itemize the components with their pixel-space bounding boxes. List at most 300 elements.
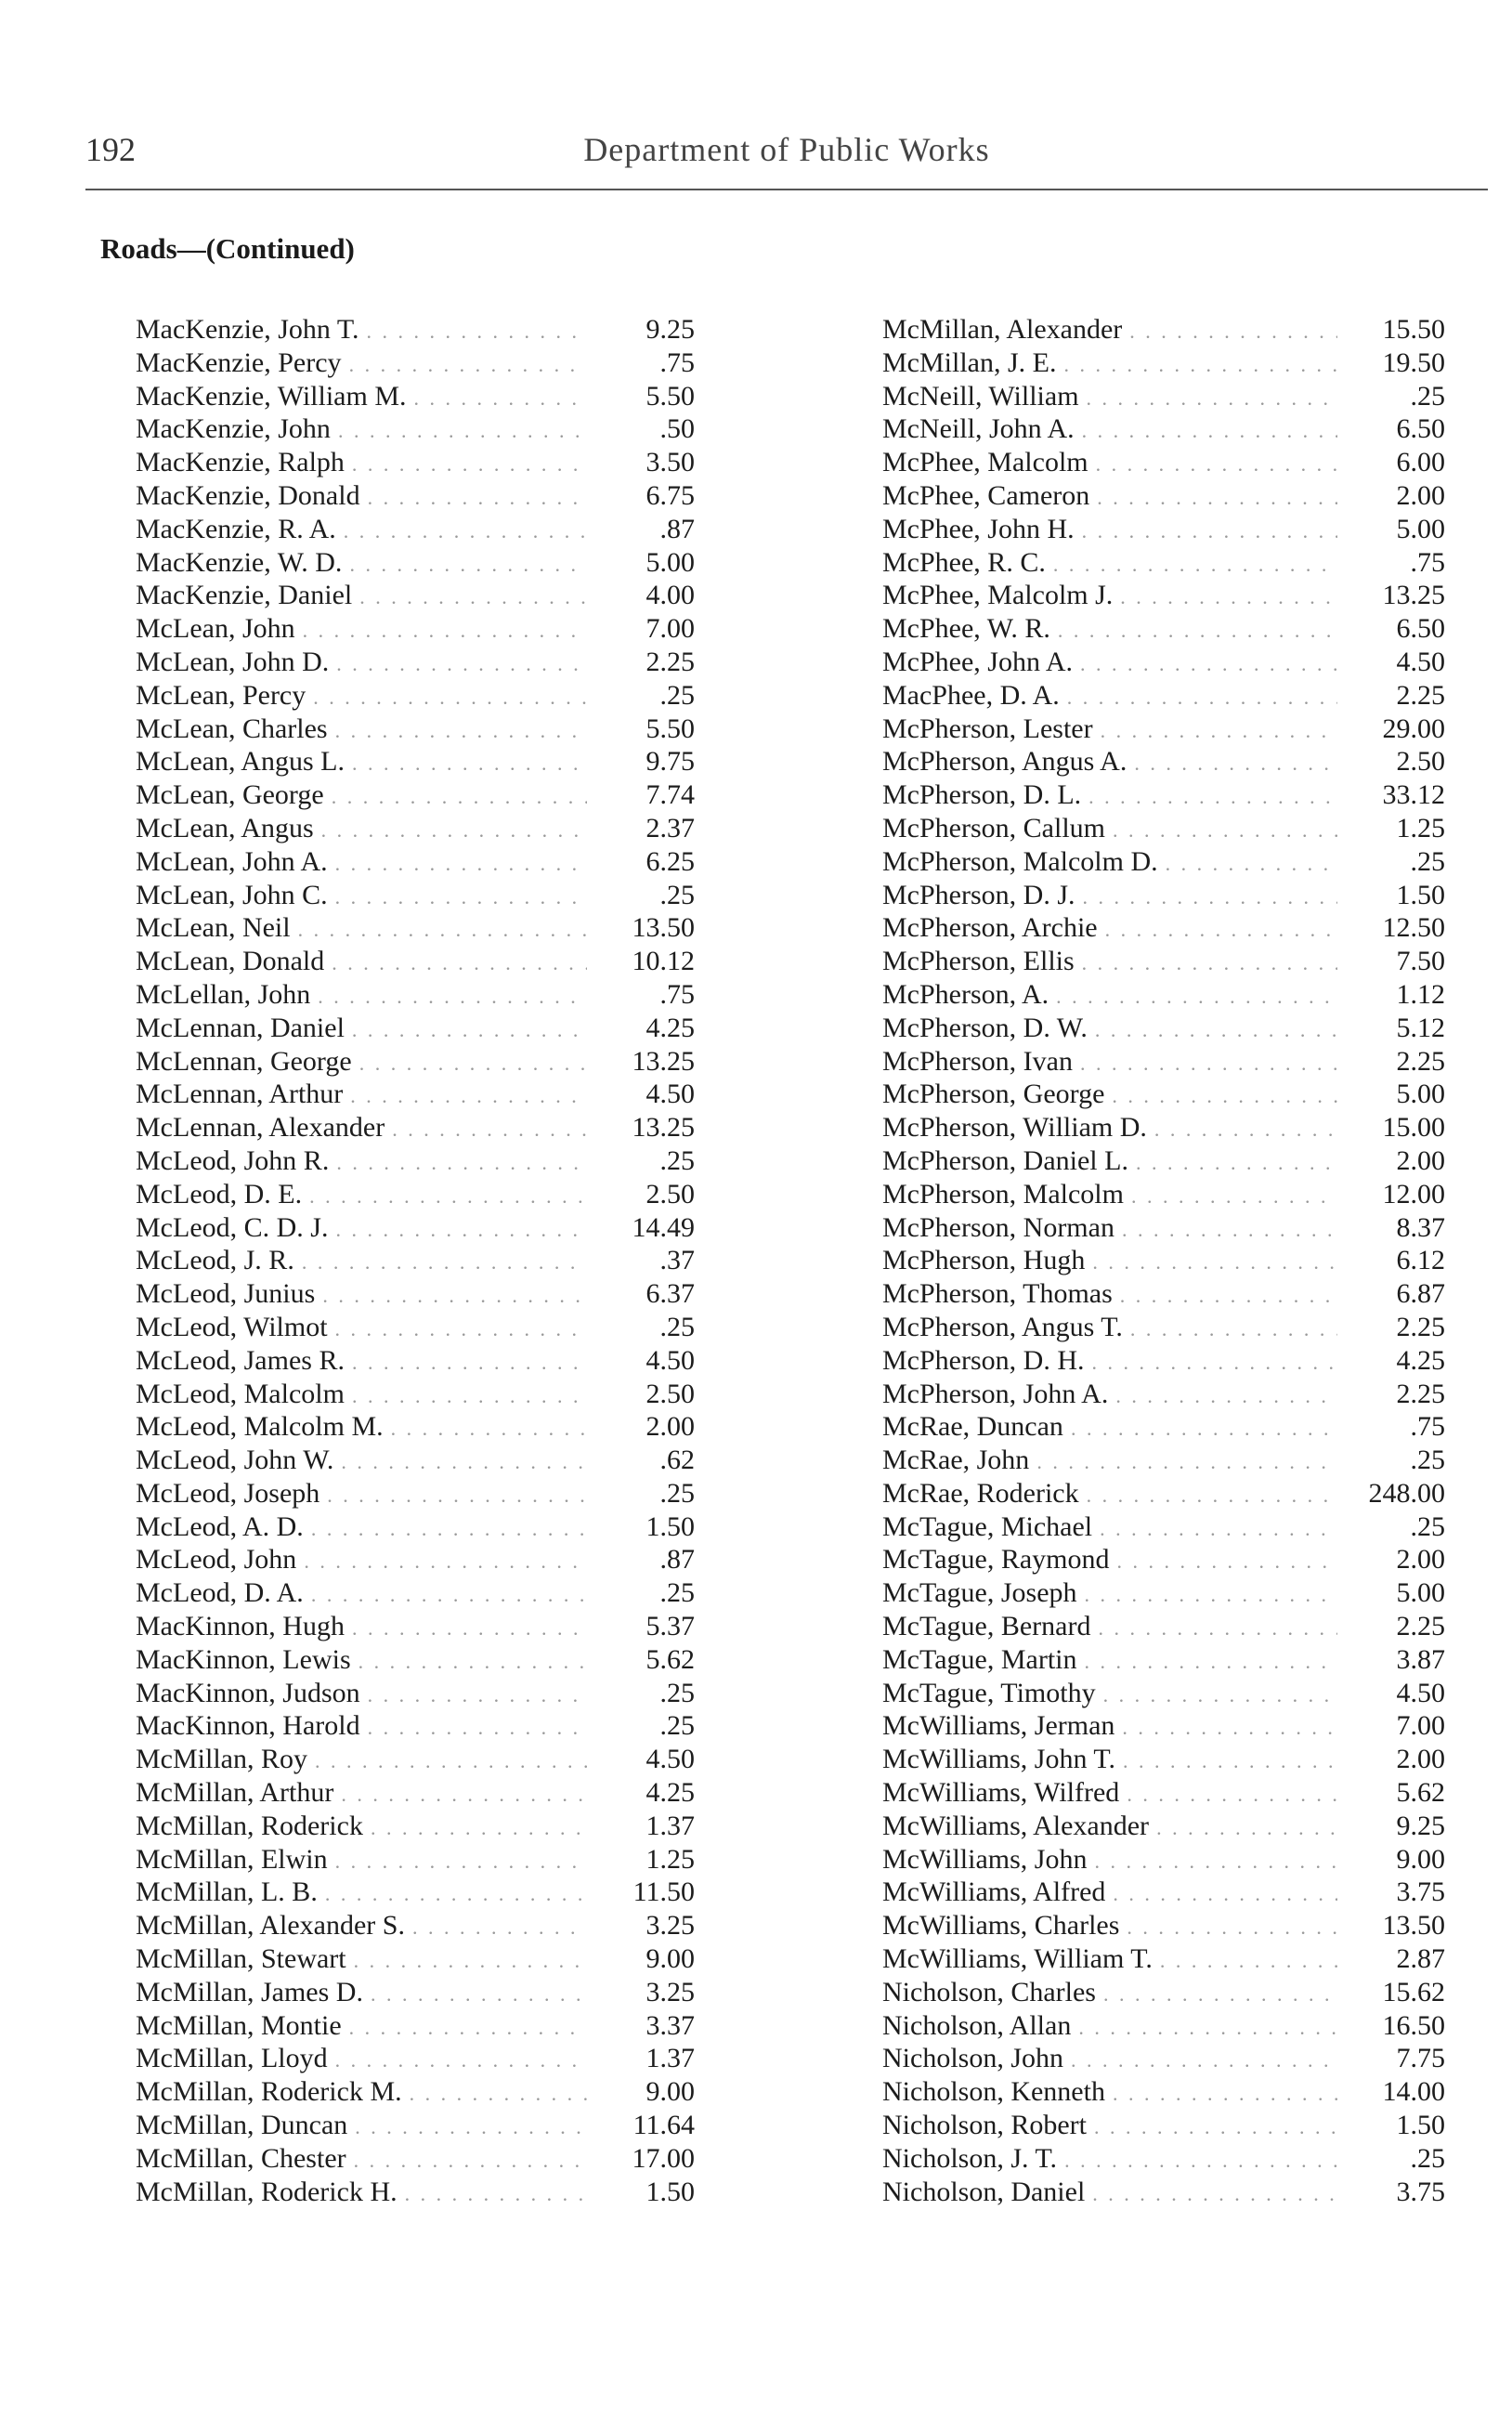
payee-name: McPhee, John A. bbox=[882, 646, 1073, 677]
leader-dots bbox=[359, 581, 587, 614]
list-item bbox=[882, 546, 1445, 580]
leader-dots bbox=[1113, 1877, 1337, 1911]
leader-dots bbox=[355, 2111, 587, 2144]
list-item bbox=[882, 1045, 1445, 1079]
leader-dots bbox=[1134, 747, 1337, 780]
payment-amount: 9.25 bbox=[645, 314, 695, 345]
payment-amount: 11.50 bbox=[632, 1876, 695, 1908]
payment-amount: .25 bbox=[659, 879, 695, 910]
leader-dots bbox=[1097, 481, 1337, 515]
payment-amount: 5.00 bbox=[1396, 513, 1445, 544]
payee-name: McWilliams, Wilfred bbox=[882, 1777, 1120, 1809]
payment-amount: 11.64 bbox=[632, 2110, 695, 2141]
page-number: 192 bbox=[85, 131, 136, 168]
leader-dots bbox=[1064, 2144, 1337, 2177]
payment-amount: .75 bbox=[659, 978, 695, 1010]
payee-name: McMillan, Chester bbox=[136, 2142, 346, 2174]
list-item bbox=[882, 1610, 1445, 1643]
payee-name: MacKenzie, Ralph bbox=[136, 447, 345, 478]
leader-dots bbox=[322, 1279, 587, 1313]
payee-name: McPherson, Archie bbox=[882, 912, 1098, 944]
payee-name: McTague, Timothy bbox=[882, 1677, 1096, 1708]
leader-dots bbox=[1056, 980, 1337, 1013]
payee-name: MacKinnon, Lewis bbox=[136, 1643, 351, 1675]
payment-amount: 8.37 bbox=[1396, 1211, 1445, 1243]
payment-amount: 19.50 bbox=[1382, 347, 1445, 378]
list-item bbox=[882, 2142, 1445, 2176]
leader-dots bbox=[336, 647, 587, 681]
payment-amount: 1.37 bbox=[645, 2043, 695, 2074]
leader-dots bbox=[1127, 1778, 1337, 1811]
list-item bbox=[136, 1677, 695, 1710]
leader-dots bbox=[1082, 947, 1337, 980]
payee-name: McLean, Angus bbox=[136, 812, 314, 843]
payee-name: MacPhee, D. A. bbox=[882, 679, 1060, 711]
leader-dots bbox=[1115, 1379, 1337, 1413]
payee-name: McMillan, J. E. bbox=[882, 347, 1057, 378]
section-title: Roads—(Continued) bbox=[100, 232, 355, 265]
payee-name: MacKinnon, Harold bbox=[136, 1710, 360, 1742]
list-item bbox=[882, 1876, 1445, 1909]
payment-amount: 17.00 bbox=[632, 2142, 695, 2174]
payee-name: McWilliams, Charles bbox=[882, 1910, 1120, 1942]
list-item bbox=[136, 1709, 695, 1743]
payment-amount: 16.50 bbox=[1382, 2009, 1445, 2041]
leader-dots bbox=[1088, 780, 1337, 814]
payee-name: MacKenzie, R. A. bbox=[136, 513, 336, 544]
leader-dots bbox=[1071, 2044, 1337, 2077]
payee-name: McLennan, Daniel bbox=[136, 1012, 345, 1043]
payment-amount: 2.25 bbox=[1396, 1045, 1445, 1077]
list-item bbox=[136, 479, 695, 513]
payment-amount: .75 bbox=[1410, 546, 1445, 578]
leader-dots bbox=[366, 315, 587, 348]
payment-amount: 1.50 bbox=[1396, 2110, 1445, 2141]
list-item bbox=[882, 911, 1445, 945]
leader-dots bbox=[341, 1445, 587, 1479]
payee-name: McPherson, Malcolm D. bbox=[882, 845, 1158, 877]
payment-amount: 4.50 bbox=[1396, 646, 1445, 677]
list-item bbox=[136, 778, 695, 812]
payment-amount: 4.50 bbox=[645, 1344, 695, 1376]
leader-dots bbox=[1092, 1246, 1337, 1279]
list-item bbox=[882, 2176, 1445, 2209]
payment-amount: .25 bbox=[659, 1311, 695, 1342]
payee-name: McLennan, Arthur bbox=[136, 1079, 344, 1110]
payment-amount: 5.00 bbox=[1396, 1079, 1445, 1110]
payee-name: McNeill, John A. bbox=[882, 413, 1075, 445]
payment-amount: 2.25 bbox=[1396, 1311, 1445, 1342]
list-item bbox=[882, 1178, 1445, 1211]
payee-name: McLeod, J. R. bbox=[136, 1245, 294, 1276]
list-item bbox=[136, 2109, 695, 2142]
payee-name: MacKinnon, Hugh bbox=[136, 1611, 345, 1642]
leader-dots bbox=[1101, 714, 1337, 748]
payment-amount: 14.49 bbox=[632, 1211, 695, 1243]
list-item bbox=[882, 1111, 1445, 1144]
payee-name: McPherson, Daniel L. bbox=[882, 1144, 1128, 1176]
leader-dots bbox=[311, 1512, 587, 1546]
payment-amount: 7.00 bbox=[1396, 1710, 1445, 1742]
leader-dots bbox=[302, 1246, 587, 1279]
payee-name: MacKenzie, John bbox=[136, 413, 331, 445]
list-item bbox=[136, 1876, 695, 1909]
payment-amount: 10.12 bbox=[632, 946, 695, 977]
leader-dots bbox=[354, 1944, 587, 1978]
leader-dots bbox=[1154, 1113, 1337, 1146]
leader-dots bbox=[352, 1379, 587, 1413]
list-item bbox=[882, 879, 1445, 912]
payment-amount: 3.25 bbox=[645, 1976, 695, 2007]
payee-name: McTague, Bernard bbox=[882, 1611, 1091, 1642]
list-item bbox=[136, 1543, 695, 1576]
list-item bbox=[882, 313, 1445, 347]
list-item bbox=[882, 1510, 1445, 1544]
payment-amount: 7.75 bbox=[1396, 2043, 1445, 2074]
payee-name: Nicholson, Daniel bbox=[882, 2176, 1086, 2207]
list-item bbox=[882, 713, 1445, 746]
leader-dots bbox=[318, 980, 587, 1013]
leader-dots bbox=[1096, 448, 1337, 481]
list-item bbox=[882, 1677, 1445, 1710]
leader-dots bbox=[335, 714, 587, 748]
list-item bbox=[136, 1576, 695, 1610]
payee-name: McLean, Neil bbox=[136, 912, 291, 944]
leader-dots bbox=[1098, 1612, 1337, 1645]
payment-amount: .25 bbox=[1410, 1445, 1445, 1476]
payee-name: McTague, Joseph bbox=[882, 1577, 1077, 1609]
leader-dots bbox=[1094, 1845, 1337, 1878]
payee-name: McLeod, John bbox=[136, 1544, 297, 1576]
payment-amount: 3.50 bbox=[645, 447, 695, 478]
payment-amount: .25 bbox=[659, 1677, 695, 1708]
leader-dots bbox=[1067, 681, 1337, 714]
payment-amount: .75 bbox=[659, 347, 695, 378]
leader-dots bbox=[311, 1578, 587, 1612]
list-item bbox=[882, 380, 1445, 413]
leader-dots bbox=[1083, 881, 1338, 914]
list-item bbox=[136, 1111, 695, 1144]
list-item bbox=[136, 1144, 695, 1178]
payment-amount: 5.62 bbox=[1396, 1777, 1445, 1809]
list-item bbox=[136, 745, 695, 778]
list-item bbox=[136, 646, 695, 679]
leader-dots bbox=[352, 747, 587, 780]
list-item bbox=[136, 1378, 695, 1411]
list-item bbox=[882, 1144, 1445, 1178]
payment-amount: 1.12 bbox=[1396, 978, 1445, 1010]
payee-name: McWilliams, Jerman bbox=[882, 1710, 1115, 1742]
payment-amount: 4.50 bbox=[645, 1744, 695, 1775]
leader-dots bbox=[1087, 382, 1337, 415]
payment-amount: .87 bbox=[659, 1544, 695, 1576]
list-item bbox=[136, 1477, 695, 1510]
leader-dots bbox=[332, 780, 587, 814]
payee-name: McLeod, Malcolm bbox=[136, 1378, 345, 1409]
list-item bbox=[882, 1078, 1445, 1111]
payee-name: Nicholson, Robert bbox=[882, 2110, 1087, 2141]
leader-dots bbox=[1064, 348, 1338, 382]
payee-name: McPherson, Malcolm bbox=[882, 1178, 1124, 1210]
list-item bbox=[882, 1576, 1445, 1610]
list-item bbox=[136, 546, 695, 580]
payee-name: McLean, John A. bbox=[136, 845, 328, 877]
payment-amount: 2.00 bbox=[1396, 1744, 1445, 1775]
payee-name: McTague, Raymond bbox=[882, 1544, 1110, 1576]
payment-amount: 15.50 bbox=[1382, 314, 1445, 345]
list-item bbox=[136, 513, 695, 546]
payee-name: McMillan, Roderick M. bbox=[136, 2076, 402, 2108]
payment-amount: 1.37 bbox=[645, 1810, 695, 1841]
leader-dots bbox=[335, 881, 587, 914]
leader-dots bbox=[309, 1180, 587, 1213]
payee-name: McLennan, Alexander bbox=[136, 1112, 385, 1144]
payment-amount: 3.37 bbox=[645, 2009, 695, 2041]
payee-name: McMillan, Lloyd bbox=[136, 2043, 328, 2074]
payment-amount: 6.50 bbox=[1396, 613, 1445, 645]
leader-dots bbox=[1087, 1479, 1337, 1512]
leader-dots bbox=[352, 448, 587, 481]
leader-dots bbox=[371, 1978, 587, 2011]
list-item bbox=[882, 1810, 1445, 1843]
payee-name: McLellan, John bbox=[136, 978, 311, 1010]
list-item bbox=[136, 1444, 695, 1477]
payment-amount: 12.50 bbox=[1382, 912, 1445, 944]
list-item bbox=[136, 612, 695, 646]
list-item bbox=[136, 1311, 695, 1344]
payee-name: McPherson, Lester bbox=[882, 713, 1093, 744]
payee-name: MacKenzie, Daniel bbox=[136, 580, 353, 611]
leader-dots bbox=[1078, 2011, 1337, 2045]
list-item bbox=[882, 1709, 1445, 1743]
leader-dots bbox=[1082, 515, 1337, 548]
leader-dots bbox=[1129, 315, 1337, 348]
list-item bbox=[882, 1012, 1445, 1045]
payee-name: McPhee, Malcolm J. bbox=[882, 580, 1114, 611]
payee-name: McLean, John bbox=[136, 613, 295, 645]
payee-name: McLeod, James R. bbox=[136, 1344, 345, 1376]
payee-name: McMillan, Roderick H. bbox=[136, 2176, 398, 2207]
list-item bbox=[882, 1477, 1445, 1510]
leader-dots bbox=[368, 1679, 587, 1712]
leader-dots bbox=[352, 1612, 587, 1645]
leader-dots bbox=[1095, 1013, 1337, 1047]
payee-name: McLennan, George bbox=[136, 1045, 352, 1077]
payment-amount: 2.25 bbox=[1396, 1611, 1445, 1642]
list-item bbox=[882, 1277, 1445, 1311]
payment-amount: 33.12 bbox=[1382, 779, 1445, 811]
payee-name: McMillan, Alexander S. bbox=[136, 1910, 405, 1942]
payment-amount: .37 bbox=[659, 1245, 695, 1276]
payment-amount: .50 bbox=[659, 413, 695, 445]
list-item bbox=[882, 2009, 1445, 2043]
payee-name: McLean, John C. bbox=[136, 879, 328, 910]
list-item bbox=[136, 380, 695, 413]
payee-name: McLean, John D. bbox=[136, 646, 330, 677]
leader-dots bbox=[1120, 1279, 1337, 1313]
payment-amount: 6.12 bbox=[1396, 1245, 1445, 1276]
leader-dots bbox=[359, 1047, 587, 1080]
list-item bbox=[882, 778, 1445, 812]
payment-amount: 7.74 bbox=[645, 779, 695, 811]
payment-amount: 5.37 bbox=[645, 1611, 695, 1642]
list-item bbox=[136, 679, 695, 713]
payee-name: MacKenzie, William M. bbox=[136, 380, 407, 412]
leader-dots bbox=[1131, 1180, 1337, 1213]
payee-name: McMillan, Montie bbox=[136, 2009, 342, 2041]
payment-amount: 13.25 bbox=[1382, 580, 1445, 611]
leader-dots bbox=[1103, 1978, 1337, 2011]
payee-name: McPherson, D. J. bbox=[882, 879, 1075, 910]
leader-dots bbox=[1085, 1645, 1337, 1679]
leader-dots bbox=[349, 548, 587, 582]
payee-name: McLeod, Joseph bbox=[136, 1477, 320, 1509]
payee-name: McWilliams, Alexander bbox=[882, 1810, 1150, 1841]
list-item bbox=[136, 1776, 695, 1810]
payment-amount: 9.00 bbox=[1396, 1843, 1445, 1875]
running-title: Department of Public Works bbox=[583, 131, 990, 168]
leader-dots bbox=[1123, 1745, 1337, 1778]
leader-dots bbox=[1127, 1911, 1337, 1944]
payee-name: McPherson, Ivan bbox=[882, 1045, 1073, 1077]
leader-dots bbox=[1092, 2177, 1337, 2211]
list-item bbox=[882, 978, 1445, 1012]
list-item bbox=[136, 1244, 695, 1277]
list-item bbox=[882, 1444, 1445, 1477]
payee-name: McPherson, D. W. bbox=[882, 1012, 1088, 1043]
payee-name: McMillan, Elwin bbox=[136, 1843, 328, 1875]
payment-amount: .25 bbox=[659, 1710, 695, 1742]
payment-amount: 14.00 bbox=[1382, 2076, 1445, 2108]
payment-amount: 9.00 bbox=[645, 2076, 695, 2108]
payee-name: McMillan, Stewart bbox=[136, 1943, 346, 1975]
list-item bbox=[136, 1942, 695, 1976]
payment-amount: .87 bbox=[659, 513, 695, 544]
payee-name: McPhee, John H. bbox=[882, 513, 1075, 544]
list-item bbox=[136, 579, 695, 612]
leader-dots bbox=[1105, 913, 1337, 947]
payee-name: Nicholson, Kenneth bbox=[882, 2076, 1105, 2108]
list-item bbox=[882, 1410, 1445, 1444]
payee-name: McPhee, Malcolm bbox=[882, 447, 1088, 478]
leader-dots bbox=[1036, 1445, 1337, 1479]
payment-amount: 4.00 bbox=[645, 580, 695, 611]
list-item bbox=[882, 1976, 1445, 2009]
payment-amount: 13.25 bbox=[632, 1045, 695, 1077]
payee-name: McMillan, Duncan bbox=[136, 2110, 348, 2141]
list-item bbox=[136, 446, 695, 479]
payment-amount: 5.00 bbox=[645, 546, 695, 578]
list-item bbox=[882, 612, 1445, 646]
list-item bbox=[882, 1211, 1445, 1245]
payee-name: McPherson, Norman bbox=[882, 1211, 1114, 1243]
payment-amount: 1.50 bbox=[645, 2176, 695, 2207]
list-item bbox=[136, 978, 695, 1012]
list-item bbox=[136, 879, 695, 912]
leader-dots bbox=[335, 1845, 587, 1878]
payee-name: McLean, Donald bbox=[136, 946, 325, 977]
payee-name: McPherson, John A. bbox=[882, 1378, 1109, 1409]
list-item bbox=[882, 1909, 1445, 1942]
header-rule bbox=[85, 189, 1488, 190]
payment-amount: 5.62 bbox=[645, 1643, 695, 1675]
leader-dots bbox=[338, 414, 587, 448]
leader-dots bbox=[350, 1079, 587, 1113]
left-column bbox=[136, 313, 695, 2208]
list-item bbox=[882, 2075, 1445, 2109]
payment-amount: 3.87 bbox=[1396, 1643, 1445, 1675]
list-item bbox=[136, 1976, 695, 2009]
payment-amount: 1.50 bbox=[645, 1510, 695, 1542]
leader-dots bbox=[1103, 1679, 1337, 1712]
list-item bbox=[882, 1643, 1445, 1677]
list-item bbox=[136, 412, 695, 446]
payee-name: McRae, Duncan bbox=[882, 1411, 1063, 1443]
leader-dots bbox=[1082, 414, 1337, 448]
payment-amount: 1.50 bbox=[1396, 879, 1445, 910]
leader-dots bbox=[368, 1711, 587, 1745]
leader-dots bbox=[1071, 1412, 1337, 1445]
payment-amount: 4.25 bbox=[645, 1777, 695, 1809]
payment-amount: .25 bbox=[1410, 380, 1445, 412]
payment-amount: .25 bbox=[1410, 845, 1445, 877]
payee-name: McLeod, Wilmot bbox=[136, 1311, 328, 1342]
right-column bbox=[882, 313, 1445, 2208]
list-item bbox=[882, 412, 1445, 446]
payee-name: Nicholson, J. T. bbox=[882, 2142, 1058, 2174]
leader-dots bbox=[1117, 1545, 1337, 1578]
payment-amount: 2.50 bbox=[1396, 746, 1445, 778]
list-item bbox=[136, 2142, 695, 2176]
leader-dots bbox=[327, 1479, 587, 1512]
payment-amount: .25 bbox=[659, 679, 695, 711]
leader-dots bbox=[1080, 647, 1337, 681]
leader-dots bbox=[313, 681, 587, 714]
payment-amount: 5.12 bbox=[1396, 1012, 1445, 1043]
payment-amount: 4.50 bbox=[645, 1079, 695, 1110]
payee-name: McNeill, William bbox=[882, 380, 1079, 412]
payment-amount: 1.25 bbox=[645, 1843, 695, 1875]
payment-amount: 7.50 bbox=[1396, 946, 1445, 977]
payment-amount: 13.50 bbox=[632, 912, 695, 944]
payee-name: McLeod, C. D. J. bbox=[136, 1211, 329, 1243]
list-item bbox=[882, 513, 1445, 546]
list-item bbox=[882, 1543, 1445, 1576]
payment-amount: 7.00 bbox=[645, 613, 695, 645]
payment-amount: 15.62 bbox=[1382, 1976, 1445, 2007]
leader-dots bbox=[354, 2144, 587, 2177]
leader-dots bbox=[304, 1545, 587, 1578]
payment-amount: 2.25 bbox=[1396, 679, 1445, 711]
payee-name: McWilliams, Alfred bbox=[882, 1876, 1106, 1908]
payee-name: MacKenzie, W. D. bbox=[136, 546, 343, 578]
payment-amount: 2.87 bbox=[1396, 1943, 1445, 1975]
list-item bbox=[136, 1045, 695, 1079]
leader-dots bbox=[368, 481, 587, 515]
payment-amount: 5.50 bbox=[645, 713, 695, 744]
payment-amount: 5.00 bbox=[1396, 1577, 1445, 1609]
leader-dots bbox=[405, 2177, 587, 2211]
payee-name: McTague, Michael bbox=[882, 1510, 1093, 1542]
leader-dots bbox=[1122, 1213, 1337, 1247]
leader-dots bbox=[1053, 548, 1337, 582]
leader-dots bbox=[1120, 581, 1337, 614]
payment-amount: 6.50 bbox=[1396, 413, 1445, 445]
list-item bbox=[882, 1244, 1445, 1277]
list-item bbox=[136, 313, 695, 347]
payee-name: McPherson, Ellis bbox=[882, 946, 1075, 977]
payee-name: McLean, Angus L. bbox=[136, 746, 345, 778]
